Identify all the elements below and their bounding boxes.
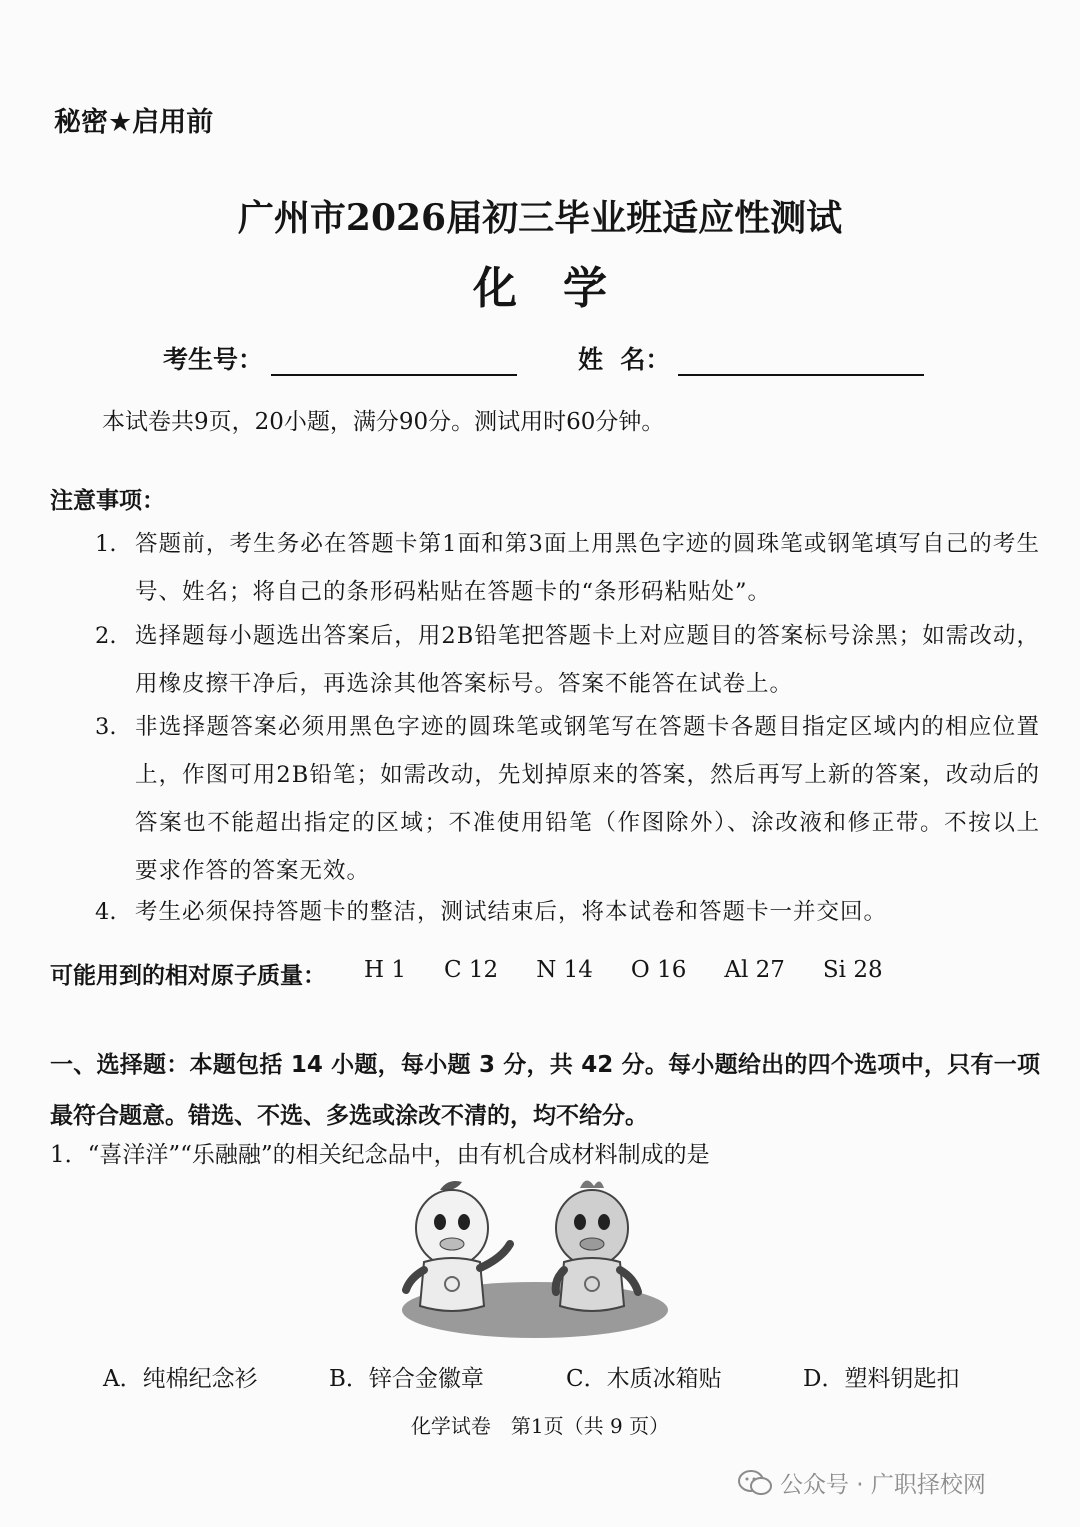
exam-info: 本试卷共9页，20小题，满分90分。测试用时60分钟。 (102, 409, 665, 435)
atomic-mass-label: 可能用到的相对原子质量： (50, 963, 326, 989)
option-c: C．木质冰箱贴 (566, 1366, 722, 1392)
atomic-mass-element: Si 28 (822, 957, 883, 983)
note-number: 2. (95, 623, 117, 649)
atomic-mass-element: H 1 (364, 957, 407, 983)
option-a: A．纯棉纪念衫 (103, 1366, 258, 1392)
exam-number-line (271, 344, 517, 376)
note-item (95, 520, 1040, 616)
note-item (95, 888, 1040, 936)
name-field (578, 340, 924, 376)
atomic-mass-element: C 12 (444, 957, 499, 983)
atomic-mass-element: O 16 (630, 957, 687, 983)
name-line (678, 344, 924, 376)
note-number: 4. (95, 899, 117, 925)
note-text: 选择题每小题选出答案后，用2B铅笔把答题卡上对应题目的答案标号涂黑；如需改动，用橡皮擦干净后，再选涂其他答案标号。答案不能答在试卷上。 (135, 623, 1040, 697)
note-text: 答题前，考生务必在答题卡第1面和第3面上用黑色字迹的圆珠笔或钢笔填写自己的考生号、姓名；将自己的条形码粘贴在答题卡的“条形码粘贴处”。 (135, 531, 1040, 605)
subject-title: 化学 (473, 263, 653, 314)
watermark (738, 1466, 986, 1499)
exam-number-label: 考生号： (163, 345, 264, 374)
note-item (95, 612, 1040, 708)
question-stem: 1．“喜洋洋”“乐融融”的相关纪念品中，由有机合成材料制成的是 (50, 1142, 710, 1168)
page-footer: 化学试卷 第1页（共 9 页） (410, 1414, 670, 1438)
secret-mark: 秘密★启用前 (54, 107, 214, 138)
watermark-text: 公众号 · 广职择校网 (780, 1472, 986, 1498)
atomic-mass-element: Al 27 (724, 957, 785, 983)
mascot-illustration (400, 1170, 670, 1340)
exam-title: 广州市2026届初三毕业班适应性测试 (237, 197, 843, 239)
note-number: 1. (95, 531, 117, 557)
note-item (95, 703, 1040, 895)
name-label: 姓 名： (578, 345, 671, 374)
note-number: 3. (95, 714, 117, 740)
exam-number-field (163, 340, 517, 376)
note-text: 考生必须保持答题卡的整洁，测试结束后，将本试卷和答题卡一并交回。 (135, 899, 888, 925)
atomic-mass-line (50, 957, 883, 990)
section-instruction: 一、选择题：本题包括 14 小题，每小题 3 分，共 42 分。每小题给出的四个选项中，只有一项最符合题意。错选、不选、多选或涂改不清的，均不给分。 (50, 1052, 1040, 1129)
option-d: D．塑料钥匙扣 (803, 1366, 960, 1392)
wechat-icon (738, 1469, 772, 1497)
notes-heading: 注意事项： (50, 488, 165, 514)
note-text: 非选择题答案必须用黑色字迹的圆珠笔或钢笔写在答题卡各题目指定区域内的相应位置上，作图可用2B铅笔；如需改动，先划掉原来的答案，然后再写上新的答案，改动后的答案也不能超出指定的区域；不准使用铅笔（作图除外）、涂改液和修正带。不按以上要求作答的答案无效。 (135, 714, 1040, 884)
option-b: B．锌合金徽章 (329, 1366, 484, 1392)
atomic-mass-element: N 14 (536, 957, 593, 983)
